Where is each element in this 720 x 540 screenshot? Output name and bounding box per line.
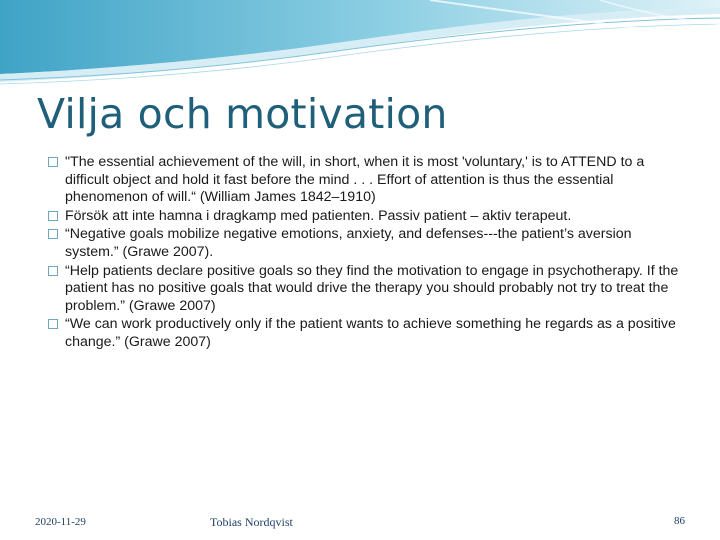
page-number: 86	[674, 515, 685, 527]
footer-author: Tobias Nordqvist	[210, 515, 293, 529]
list-item	[48, 226, 688, 261]
bullet-box-icon	[48, 319, 58, 329]
bullet-text: "The essential achievement of the will, in short, when it is most 'voluntary,' is to ATTEND to a difficult object and hold it fast before the mind . . . Effort of attention is thus the essential phenomenon of will.“ (William James 1842–1910)	[65, 154, 645, 206]
footer-date: 2020-11-29	[35, 516, 86, 528]
bullet-text: “We can work productively only if the patient wants to achieve something he regards as a positive change.” (Grawe 2007)	[65, 316, 676, 350]
bullet-text: “Negative goals mobilize negative emotions, anxiety, and defenses---the patient’s aversion system.” (Grawe 2007).	[65, 226, 632, 260]
list-item	[48, 208, 688, 226]
bullet-box-icon	[48, 157, 58, 167]
list-item	[48, 316, 688, 351]
bullet-box-icon	[48, 229, 58, 239]
slide-title: Vilja och motivation	[37, 90, 448, 138]
bullet-text: Försök att inte hamna i dragkamp med patienten. Passiv patient – aktiv terapeut.	[65, 207, 572, 224]
bullet-box-icon	[48, 211, 58, 221]
bullet-text: “Help patients declare positive goals so they find the motivation to engage in psychotherapy. If the patient has no positive goals that would drive the therapy you should probably not try to treat the problem.” (Grawe 2007)	[65, 262, 679, 314]
list-item	[48, 263, 688, 316]
list-item	[48, 154, 688, 207]
bullet-box-icon	[48, 266, 58, 276]
bullet-list	[48, 154, 688, 353]
header-wave-decoration	[0, 0, 720, 90]
